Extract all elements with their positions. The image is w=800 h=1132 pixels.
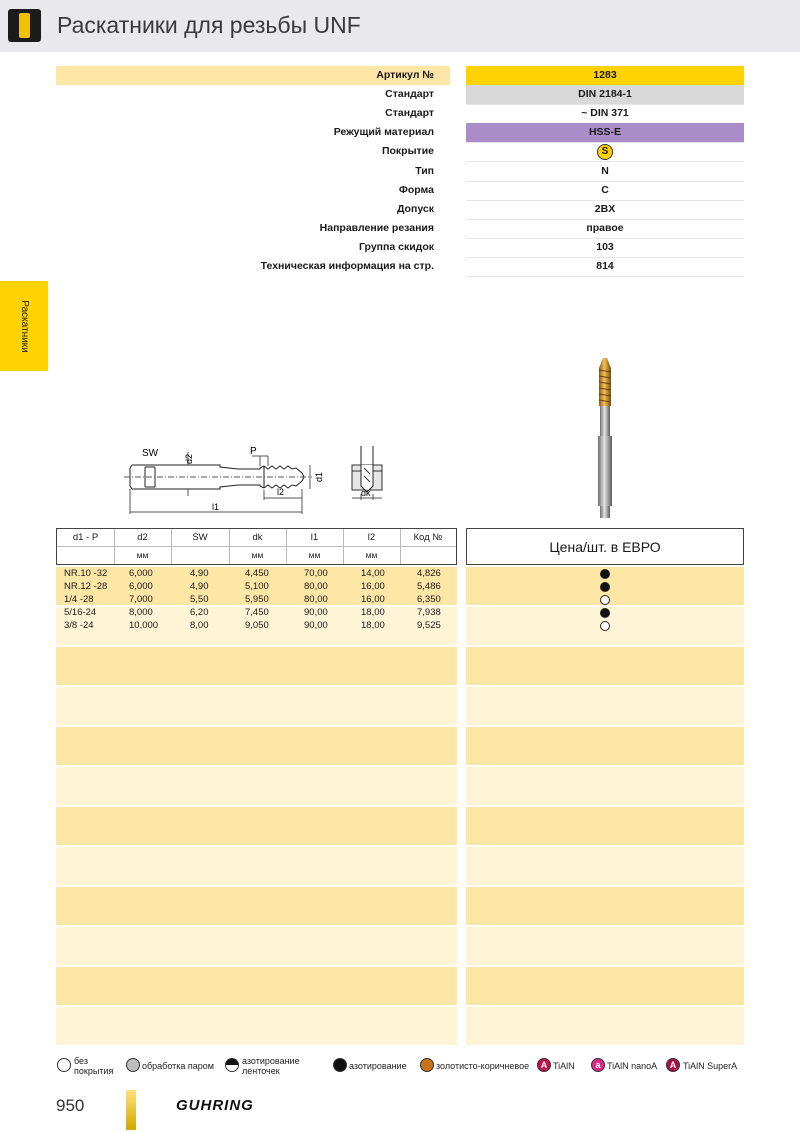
- tialn-icon: A: [537, 1058, 551, 1072]
- table-cell: 10,000: [129, 620, 159, 631]
- table-cell: 90,00: [304, 607, 328, 618]
- table-band: [56, 967, 457, 1005]
- table-cell: 6,000: [129, 581, 153, 592]
- column-unit: мм: [251, 550, 264, 560]
- table-band: [56, 887, 457, 925]
- tap-shape-icon: [19, 13, 30, 38]
- property-label: Тип: [415, 164, 434, 177]
- property-value: HSS-E: [466, 123, 744, 142]
- availability-filled-icon: [600, 608, 610, 618]
- property-value: 2BX: [594, 202, 616, 215]
- property-label: Стандарт: [385, 107, 434, 120]
- table-cell: 5/16-24: [64, 607, 97, 618]
- side-tab-label-wrap: [4, 282, 44, 370]
- tialn-super-icon: A: [666, 1058, 680, 1072]
- availability-empty-icon: [600, 621, 610, 631]
- property-row: [56, 162, 744, 181]
- property-row: [56, 104, 744, 123]
- page-title: Раскатники для резьбы UNF: [57, 12, 361, 38]
- column-divider: [171, 529, 172, 564]
- table-cell: 16,00: [361, 594, 385, 605]
- legend-label: TiAlN SuperA: [683, 1061, 738, 1071]
- drawing-label-l1: l1: [212, 502, 220, 512]
- availability-filled-icon: [600, 582, 610, 592]
- property-row: [56, 219, 744, 238]
- column-header: d1 - P: [72, 532, 99, 543]
- table-cell: 4,90: [190, 568, 209, 579]
- table-cell: 7,938: [417, 607, 441, 618]
- property-row: [56, 142, 744, 161]
- table-cell: 16,00: [361, 581, 385, 592]
- table-cell: 5,100: [245, 581, 269, 592]
- column-header: SW: [192, 532, 208, 543]
- brand-logo: GUHRING: [176, 1097, 254, 1114]
- table-cell: 70,00: [304, 568, 328, 579]
- property-value: N: [601, 164, 609, 177]
- table-cell: 1/4 -28: [64, 594, 94, 605]
- table-band: [466, 887, 744, 925]
- table-band: [56, 847, 457, 885]
- table-band: [466, 687, 744, 725]
- table-band: [466, 967, 744, 1005]
- column-divider: [114, 529, 115, 564]
- property-row: [56, 85, 744, 104]
- table-cell: 4,450: [245, 568, 269, 579]
- table-cell: 6,350: [417, 594, 441, 605]
- drawing-label-p: P: [250, 446, 257, 457]
- legend-label: без покрытия: [74, 1056, 114, 1076]
- table-cell: NR.12 -28: [64, 581, 108, 592]
- property-value: [466, 142, 744, 161]
- property-value: ~ DIN 371: [581, 107, 629, 120]
- table-cell: 5,50: [190, 594, 209, 605]
- property-value: DIN 2184-1: [466, 85, 744, 104]
- table-band: [466, 767, 744, 805]
- property-label: Допуск: [396, 202, 434, 215]
- table-cell: 5,486: [417, 581, 441, 592]
- table-band: [56, 767, 457, 805]
- column-header: dk: [252, 532, 263, 543]
- property-row: [56, 238, 744, 257]
- coating-s-icon: S: [597, 144, 613, 160]
- property-value: 814: [596, 260, 614, 272]
- header-divider: [57, 546, 456, 547]
- table-cell: 7,450: [245, 607, 269, 618]
- column-header: l1: [310, 532, 319, 543]
- legend-label: TiAlN nanoA: [607, 1061, 658, 1071]
- column-unit: мм: [136, 550, 149, 560]
- property-row: [56, 123, 744, 142]
- property-row: [56, 181, 744, 200]
- table-band: [56, 1007, 457, 1045]
- property-label: Режущий материал: [333, 126, 434, 139]
- table-cell: 80,00: [304, 594, 328, 605]
- table-cell: 5,950: [245, 594, 269, 605]
- property-value: C: [601, 183, 609, 196]
- tap-logo-inner: [8, 9, 41, 42]
- table-cell: 6,000: [129, 568, 153, 579]
- legend-label: TiAlN: [553, 1061, 575, 1071]
- table-cell: 6,20: [190, 607, 209, 618]
- property-label: Техническая информация на стр.: [260, 260, 434, 272]
- column-divider: [229, 529, 230, 564]
- technical-drawing: [120, 438, 390, 518]
- property-separator: [466, 276, 744, 277]
- property-label: Артикул №: [56, 66, 450, 85]
- price-header: Цена/шт. в ЕВРО: [466, 528, 744, 565]
- property-row: [56, 200, 744, 219]
- table-band: [466, 1007, 744, 1045]
- table-band: [466, 727, 744, 765]
- table-cell: 18,00: [361, 607, 385, 618]
- column-header: l2: [367, 532, 376, 543]
- tialn-nano-icon: a: [591, 1058, 605, 1072]
- property-value: 103: [596, 240, 614, 253]
- column-divider: [343, 529, 344, 564]
- brown-circle-icon: [420, 1058, 434, 1072]
- table-cell: 4,90: [190, 581, 209, 592]
- table-band: [56, 807, 457, 845]
- property-label: Группа скидок: [359, 240, 434, 253]
- table-cell: 18,00: [361, 620, 385, 631]
- drawing-label-sw: SW: [142, 448, 159, 459]
- table-cell: 4,826: [417, 568, 441, 579]
- tool-photo: [590, 356, 620, 522]
- table-band: [56, 927, 457, 965]
- availability-empty-icon: [600, 595, 610, 605]
- property-label: Форма: [398, 183, 434, 196]
- table-cell: 8,000: [129, 607, 153, 618]
- legend-label: золотисто-коричневое: [436, 1061, 530, 1071]
- table-cell: 7,000: [129, 594, 153, 605]
- table-cell: 3/8 -24: [64, 620, 94, 631]
- drawing-label-d1: d1: [314, 471, 324, 482]
- table-cell: 80,00: [304, 581, 328, 592]
- table-band: [56, 687, 457, 725]
- drawing-label-d2: d2: [184, 453, 194, 464]
- table-cell: 8,00: [190, 620, 209, 631]
- column-unit: мм: [365, 550, 378, 560]
- legend-label: азотирование: [349, 1061, 407, 1071]
- grey-circle-icon: [126, 1058, 140, 1072]
- black-circle-icon: [333, 1058, 347, 1072]
- table-band: [56, 647, 457, 685]
- table-cell: NR.10 -32: [64, 568, 108, 579]
- table-cell: 14,00: [361, 568, 385, 579]
- table-band: [466, 807, 744, 845]
- table-band: [56, 727, 457, 765]
- spec-table-header: [56, 528, 457, 565]
- availability-filled-icon: [600, 569, 610, 579]
- column-unit: мм: [308, 550, 321, 560]
- property-label: Стандарт: [385, 88, 434, 101]
- table-cell: 9,050: [245, 620, 269, 631]
- empty-circle-icon: [57, 1058, 71, 1072]
- table-band: [466, 927, 744, 965]
- page-number: 950: [56, 1096, 85, 1115]
- column-divider: [286, 529, 287, 564]
- table-cell: 9,525: [417, 620, 441, 631]
- drawing-label-l2: l2: [277, 487, 285, 497]
- footer-gold-bar: [126, 1090, 136, 1130]
- column-header: d2: [137, 532, 148, 543]
- legend-label: азотирование ленточек: [242, 1056, 300, 1076]
- table-cell: 90,00: [304, 620, 328, 631]
- property-value: 1283: [466, 66, 744, 85]
- property-row: [56, 257, 744, 276]
- drawing-label-dk: dk: [361, 488, 371, 498]
- side-tab-label: Раскатники: [18, 299, 30, 353]
- property-value: правое: [586, 221, 624, 234]
- table-band: [466, 847, 744, 885]
- column-header: Код №: [413, 532, 443, 543]
- property-row: [56, 66, 744, 85]
- property-label: Направление резания: [319, 221, 434, 234]
- legend-label: обработка паром: [142, 1061, 214, 1071]
- column-divider: [400, 529, 401, 564]
- table-band: [466, 647, 744, 685]
- property-label: Покрытие: [381, 145, 434, 158]
- half-circle-icon: [225, 1058, 239, 1072]
